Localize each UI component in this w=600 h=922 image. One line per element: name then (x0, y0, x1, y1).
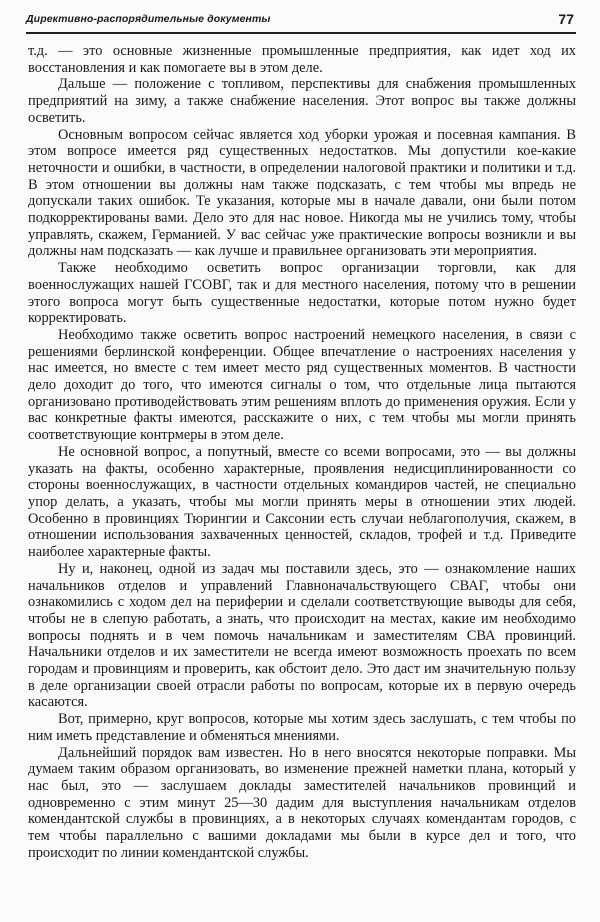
body-text (28, 43, 576, 861)
running-header (26, 12, 576, 34)
paragraph-6: Не основной вопрос, а попутный, вместе со всеми вопросами, это — вы должны указать на факты, особенно характерные, проявления недисциплинированности со стороны военнослужащих, в частности отдельных командиров частей, не специально упор делать, а указать, чтобы мы могли принять меры в отношении этих людей. Особенно в провинциях Тюрингии и Саксонии есть случаи неблагополучия, скажем, в отношении использования захваченных ценностей, складов, трофей и т.д. Приведите наиболее характерные факты. (28, 443, 576, 561)
paragraph-2: Дальше — положение с топливом, перспективы для снабжения промышленных предприятий на зиму, а также снабжение населения. Этот вопрос вы также должны осветить. (28, 76, 576, 126)
paragraph-9: Дальнейший порядок вам известен. Но в него вносятся некоторые поправки. Мы думаем таким образом организовать, во изменение прежней наметки плана, который у нас был, это — заслушаем доклады заместителей начальников провинций и одновременно с этим минут 25—30 дадим для выступления начальникам отделов комендантской службы в провинциях, а в некоторых случаях комендантам городов, с тем чтобы параллельно с вашими докладами мы были в курсе дел и того, что происходит по линии комендантской службы. (28, 744, 576, 861)
paragraph-7: Ну и, наконец, одной из задач мы поставили здесь, это — ознакомление наших начальников отделов и управлений Главноначальствующего СВАГ, чтобы они ознакомились с ходом дел на периферии и сделали соответствующие выводы для себя, чтобы не в слепую работать, а знать, что происходит на местах, какие им необходимо вопросы поднять и в чем помочь начальникам и заместителям СВА провинций. Начальники отделов и их заместители не всегда имеют возможность проехать по всем городам и провинциям и проверить, как обстоит дело. Это даст им значительную пользу в деле организации своей отрасли работы по вопросам, которые их в первую очередь касаются. (28, 560, 576, 711)
paragraph-1: т.д. — это основные жизненные промышленные предприятия, как идет ход их восстановления и как помогаете вы в этом деле. (28, 43, 576, 76)
page-number: 77 (558, 11, 574, 27)
paragraph-5: Необходимо также осветить вопрос настроений немецкого населения, в связи с решениями берлинской конференции. Общее впечатление о настроениях населения у нас имеется, но вместе с тем имеет место ряд существенных моментов. В частности дело доходит до того, что имеются сигналы о том, что отдельные лица пытаются организовано противодействовать этим решениям вплоть до применения оружия. Если у вас конкретные факты имеются, расскажите о них, с тем чтобы мы могли принять соответствующие контрмеры в этом деле. (28, 326, 576, 444)
running-title: Директивно-распорядительные документы (26, 13, 271, 25)
paragraph-3: Основным вопросом сейчас является ход уборки урожая и посевная кампания. В этом вопросе имеется ряд существенных недостатков. Мы допустили кое-какие неточности и ошибки, в частности, в определении налоговой практики и политики и т.д. В этом отношении вы должны нам также подсказать, с тем чтобы мы впредь не допускали таких ошибок. Те указания, которые мы в начале давали, они были потом подкорректированы вами. Дело это для нас новое. Никогда мы не учились тому, чтобы управлять, скажем, Германией. У вас сейчас уже практические вопросы возникли и вы должны нам подсказать — как лучше и правильнее организовать эти мероприятия. (28, 126, 576, 260)
paragraph-8: Вот, примерно, круг вопросов, которые мы хотим здесь заслушать, с тем чтобы по ним иметь представление и обменяться мнениями. (28, 711, 576, 744)
paragraph-4: Также необходимо осветить вопрос организации торговли, как для военнослужащих нашей ГСОВГ, так и для местного населения, потому что в решении этого вопроса могут быть существенные недостатки, которые потом нужно будет корректировать. (28, 260, 576, 327)
